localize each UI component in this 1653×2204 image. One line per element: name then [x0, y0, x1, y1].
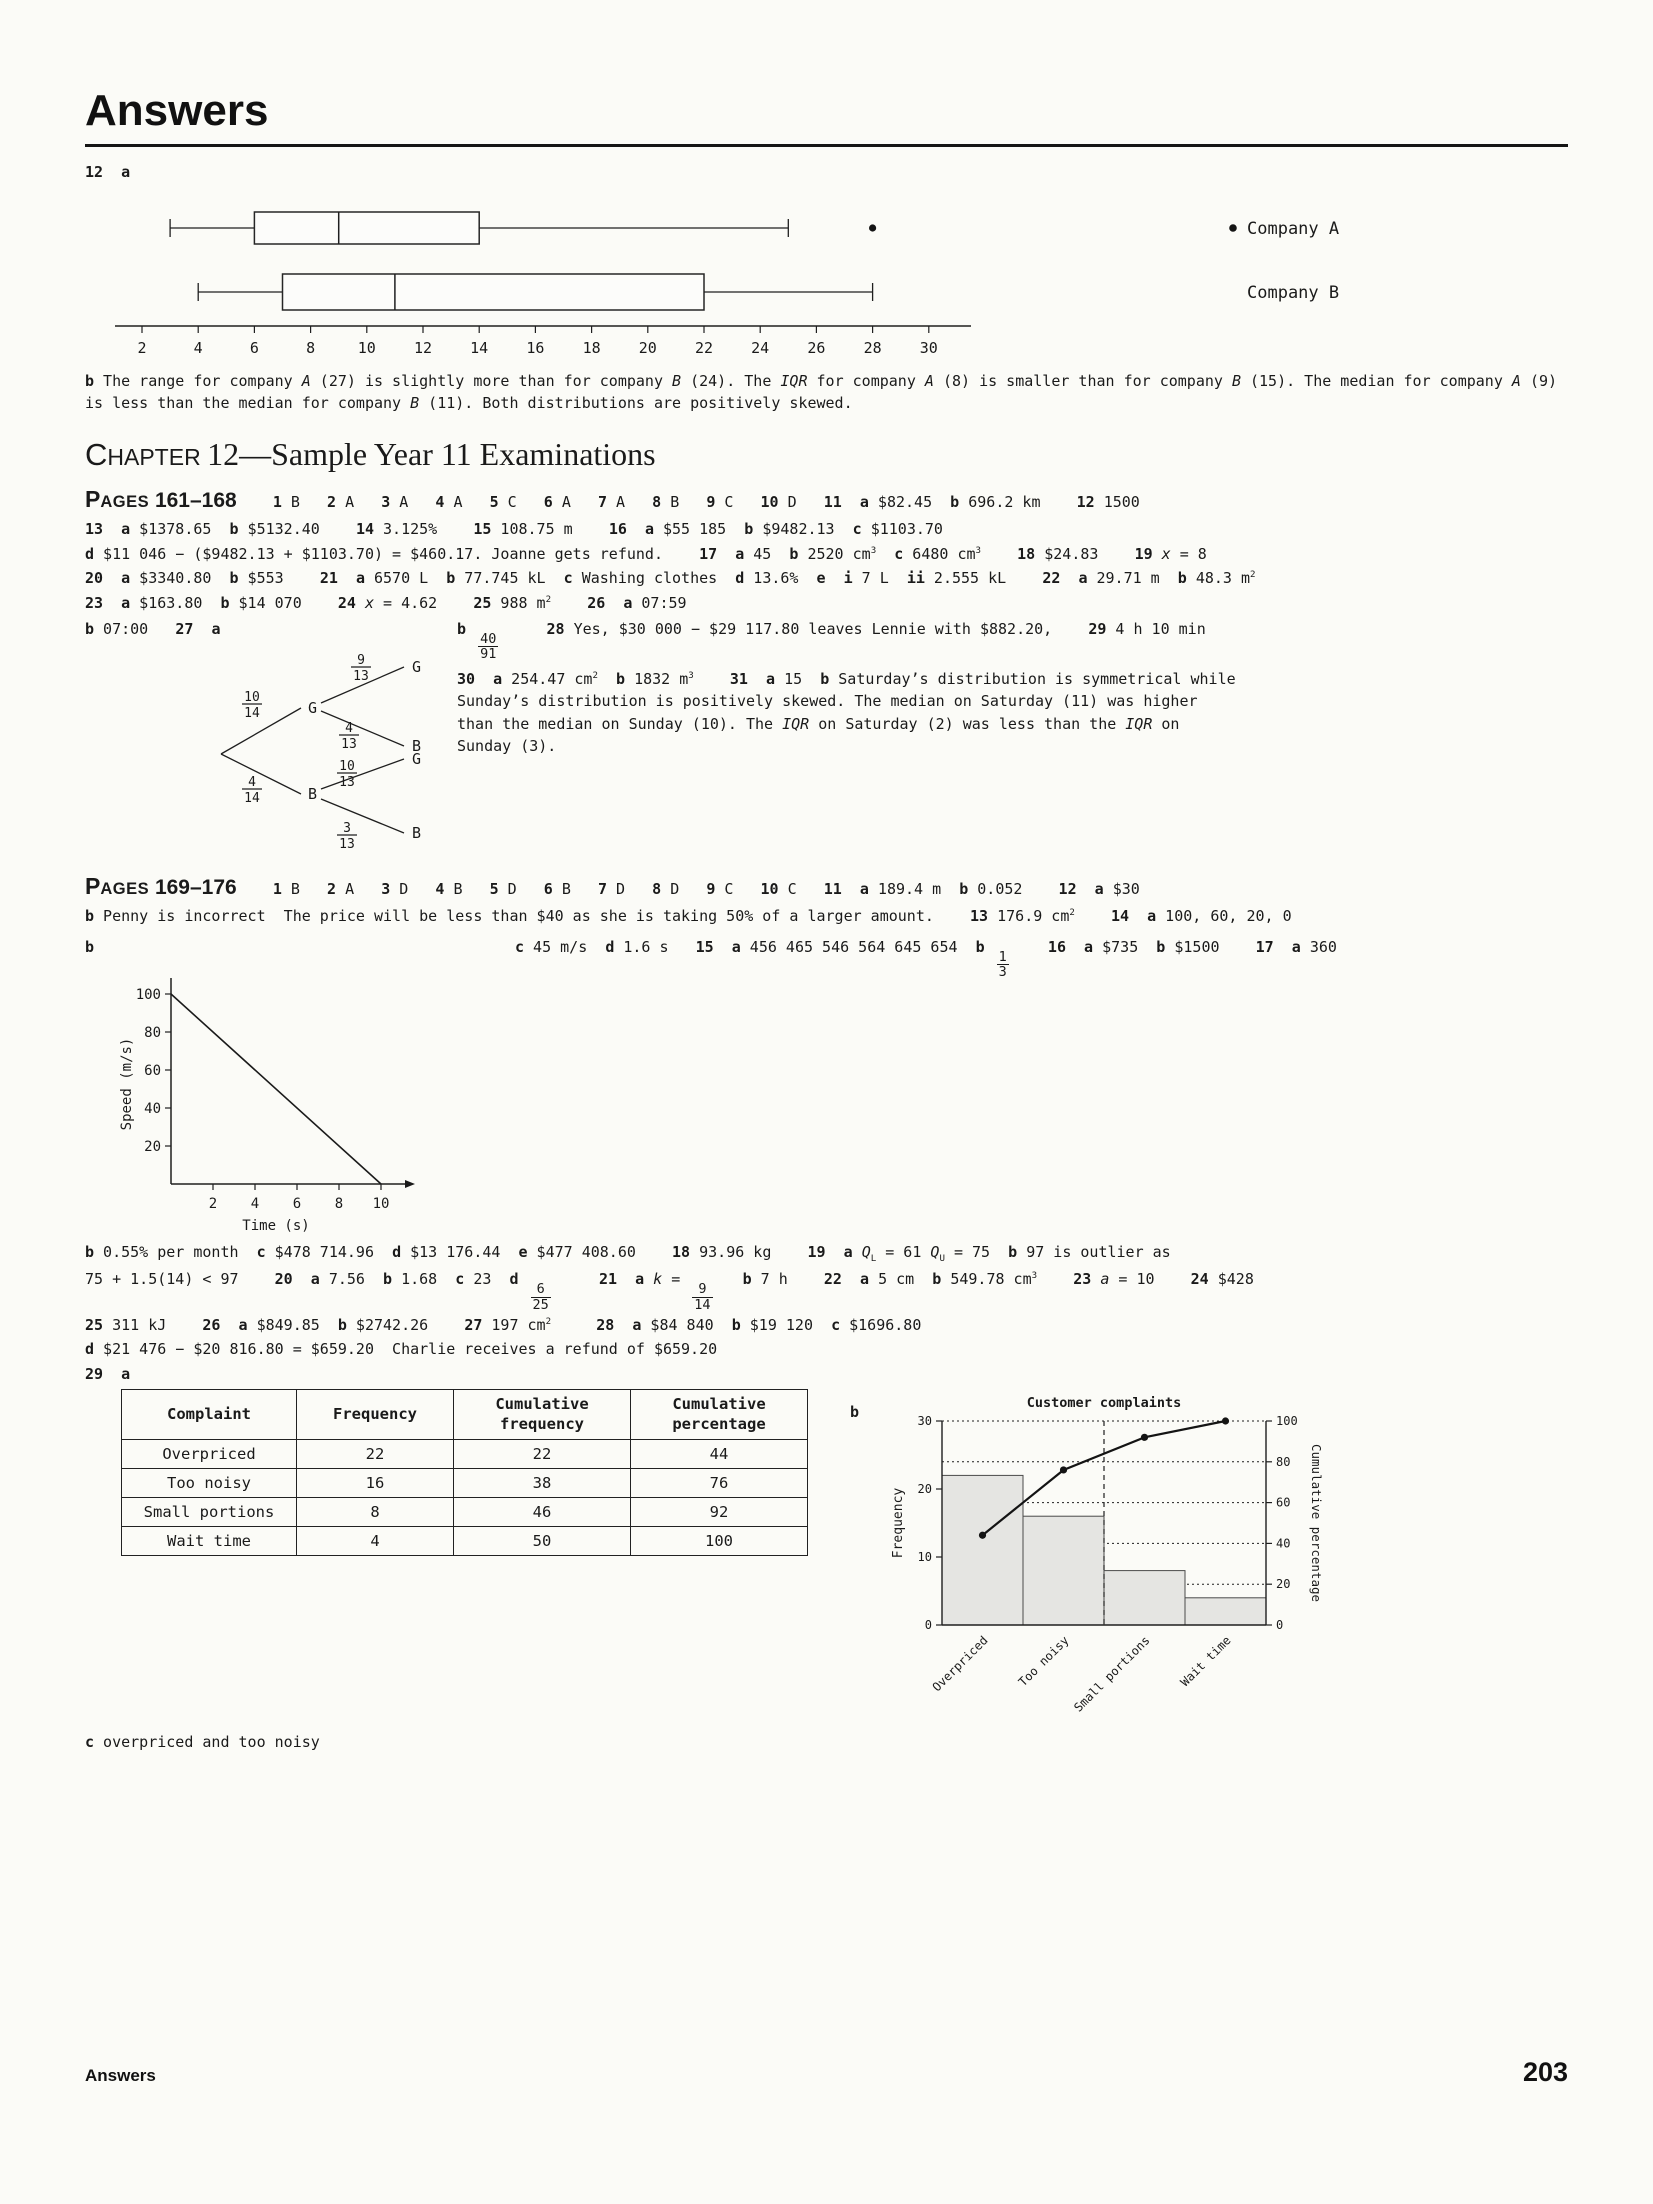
table-row	[122, 1440, 808, 1469]
table-cell: Overpriced	[122, 1440, 297, 1469]
page-footer	[85, 2057, 1568, 2088]
svg-text:3: 3	[343, 820, 351, 836]
table-cell: 38	[454, 1469, 631, 1498]
svg-text:24: 24	[751, 338, 770, 357]
answers-line: 30 a 254.47 $cm^2$ b 1832 $m^3$ 31 a 15 b Saturday’s distribution is symmetrical while Sunday’s distribution is positively skewed. The median on Saturday (11) was higher than the median on Sunday (10). The IQR on Saturday (2) was less than the IQR on Sunday (3).	[457, 669, 1245, 756]
svg-text:10: 10	[339, 758, 355, 774]
svg-text:100: 100	[135, 986, 161, 1003]
svg-text:14: 14	[244, 790, 260, 806]
page-title: Answers	[85, 86, 269, 135]
table-cell: 4	[297, 1527, 454, 1556]
answers-line: PAGES 161–168 1 B 2 A 3 A 4 A 5 C 6 A 7 A 8 B 9 C 10 D 11 a $82.45 b 696.2 km 12 1500	[85, 485, 1140, 512]
fraction: $\frac{6}{25}$	[532, 1281, 549, 1313]
q27-tree-right	[457, 616, 1245, 763]
svg-text:22: 22	[694, 338, 714, 357]
svg-text:Small portions: Small portions	[1071, 1633, 1153, 1715]
svg-text:20: 20	[638, 338, 657, 357]
section-pages-169-176	[85, 869, 1568, 1754]
svg-text:10: 10	[372, 1195, 390, 1212]
q27-tree-left	[85, 616, 457, 859]
table-cell: 44	[631, 1440, 808, 1469]
table-cell: 92	[631, 1498, 808, 1527]
page-number: 203	[1522, 2057, 1568, 2087]
svg-text:Frequency: Frequency	[891, 1488, 906, 1559]
answers-line: PAGES 169–176 1 B 2 A 3 D 4 B 5 D 6 B 7 D 8 D 9 C 10 C 11 a 189.4 m b 0.052 12 a $30	[85, 872, 1140, 899]
speed-time-graph-figure	[111, 934, 481, 1239]
probability-tree-figure	[85, 647, 457, 859]
svg-text:Customer complaints: Customer complaints	[1026, 1395, 1182, 1412]
svg-text:40: 40	[144, 1100, 161, 1117]
complaints-table	[121, 1389, 808, 1556]
q27-tree-row	[85, 616, 1568, 859]
column-header: Frequency	[297, 1390, 454, 1440]
svg-text:13: 13	[341, 736, 357, 752]
table-row	[122, 1527, 808, 1556]
svg-text:B: B	[412, 823, 422, 842]
svg-text:6: 6	[292, 1195, 302, 1212]
fraction: $\frac{40}{91}$	[480, 631, 497, 663]
svg-text:13: 13	[339, 774, 355, 790]
svg-text:30: 30	[917, 1414, 932, 1429]
svg-text:2: 2	[208, 1195, 218, 1212]
column-header: Cumulative percentage	[631, 1390, 808, 1440]
chapter-heading: CHAPTER 12—Sample Year 11 Examinations	[85, 435, 656, 472]
answers-line: 75 + 1.5(14) < 97 20 a 7.56 b 1.68 c 23 d $\frac{6}{25}$ 21 a k = $\frac{9}{14}$ b 7 h 22 a 5 cm b 549.78 $cm^3$ 23 a = 10 24 $428	[85, 1270, 1254, 1313]
svg-text:4: 4	[193, 338, 203, 357]
svg-text:Speed (m/s): Speed (m/s)	[119, 1037, 135, 1131]
table-cell: Wait time	[122, 1527, 297, 1556]
table-row	[122, 1469, 808, 1498]
answers-line: d $21 476 − $20 816.80 = $659.20 Charlie receives a refund of $659.20	[85, 1340, 718, 1359]
svg-text:4: 4	[345, 720, 353, 736]
svg-text:9: 9	[357, 652, 365, 668]
svg-text:30: 30	[919, 338, 938, 357]
answers-line: c 45 m/s d 1.6 s 15 a 456 465 546 564 645 654 b $\frac{1}{3}$ 16 a $735 b $1500 17 a 360	[515, 937, 1337, 980]
svg-text:28: 28	[863, 338, 882, 357]
svg-text:0: 0	[1276, 1618, 1284, 1633]
answers-line: b 07:00 27 a	[85, 620, 221, 639]
svg-text:40: 40	[1276, 1536, 1291, 1551]
pareto-chart	[880, 1383, 1370, 1723]
table-cell: 16	[297, 1469, 454, 1498]
part-b-label: b	[850, 1403, 860, 1422]
pareto-chart-figure	[880, 1383, 1370, 1723]
table-cell: 46	[454, 1498, 631, 1527]
table-cell: Small portions	[122, 1498, 297, 1527]
answers-line: b $\frac{40}{91}$ 28 Yes, $30 000 − $29 117.80 leaves Lennie with $882.20, 29 4 h 10 min	[457, 620, 1206, 663]
svg-text:60: 60	[1276, 1495, 1291, 1510]
svg-text:60: 60	[144, 1062, 161, 1079]
table-row	[122, 1498, 808, 1527]
svg-text:100: 100	[1276, 1414, 1298, 1429]
svg-text:16: 16	[526, 338, 545, 357]
answers-line: d $11 046 − ($9482.13 + $1103.70) = $460.17. Joanne gets refund. 17 a 45 b 2520 $cm^3$ c 6480 $cm^3$ 18 $24.83 19 x = 8	[85, 544, 1207, 563]
svg-text:4: 4	[248, 774, 256, 790]
part-b-label: b	[85, 937, 95, 956]
svg-text:10: 10	[244, 689, 260, 705]
svg-text:4: 4	[250, 1195, 260, 1212]
table-cell: 50	[454, 1527, 631, 1556]
svg-text:13: 13	[353, 668, 369, 684]
svg-text:8: 8	[334, 1195, 344, 1212]
svg-text:0: 0	[924, 1618, 932, 1633]
table-cell: 76	[631, 1469, 808, 1498]
svg-text:B: B	[412, 736, 422, 755]
svg-text:20: 20	[1276, 1577, 1291, 1592]
svg-text:80: 80	[1276, 1455, 1291, 1470]
svg-text:Too noisy: Too noisy	[1015, 1633, 1072, 1690]
answers-line: 13 a $1378.65 b $5132.40 14 3.125% 15 108.75 m 16 a $55 185 b $9482.13 c $1103.70	[85, 520, 943, 539]
svg-text:B: B	[308, 784, 318, 803]
svg-text:6: 6	[249, 338, 259, 357]
svg-text:13: 13	[339, 836, 355, 852]
svg-text:20: 20	[144, 1138, 161, 1155]
svg-text:80: 80	[144, 1024, 161, 1041]
table-cell: 100	[631, 1527, 808, 1556]
q12a-label: 12 a	[85, 163, 131, 181]
svg-text:12: 12	[413, 338, 433, 357]
svg-text:Wait time: Wait time	[1177, 1633, 1234, 1690]
boxplot-figure	[85, 186, 1568, 366]
q29c-answer: c overpriced and too noisy	[85, 1733, 320, 1752]
svg-text:G: G	[412, 749, 422, 768]
table-cell: 22	[454, 1440, 631, 1469]
answers-line: b Penny is incorrect The price will be less than $40 as she is taking 50% of a larger amount. 13 176.9 $cm^2$ 14 a 100, 60, 20, 0	[85, 907, 1292, 926]
svg-text:G: G	[308, 698, 318, 717]
column-header: Complaint	[122, 1390, 297, 1440]
svg-text:14: 14	[244, 705, 260, 721]
column-header: Cumulative frequency	[454, 1390, 631, 1440]
speed-time-graph	[111, 934, 481, 1239]
svg-text:Cumulative percentage: Cumulative percentage	[1309, 1444, 1324, 1603]
svg-text:10: 10	[917, 1550, 932, 1565]
svg-text:Company A: Company A	[1247, 218, 1340, 239]
svg-text:Company B: Company B	[1247, 282, 1340, 303]
fraction: $\frac{1}{3}$	[998, 948, 1007, 980]
boxplot-chart	[85, 186, 1465, 366]
q29a-label: 29 a	[85, 1364, 131, 1383]
svg-text:14: 14	[470, 338, 489, 357]
answers-line: b 0.55% per month c $478 714.96 d $13 176.44 e $477 408.60 18 93.96 kg 19 a $Q_L = 61$ $Q_U = 75$ b 97 is outlier as	[85, 1242, 1171, 1264]
svg-text:Overpriced: Overpriced	[929, 1633, 991, 1695]
answers-line: 20 a $3340.80 b $553 21 a 6570 L b 77.745 kL c Washing clothes d 13.6% e i 7 L ii 2.555 kL 22 a 29.71 m b 48.3 $m^2$	[85, 569, 1256, 588]
probability-tree-chart	[213, 647, 448, 859]
svg-text:26: 26	[807, 338, 826, 357]
table-cell: Too noisy	[122, 1469, 297, 1498]
svg-text:18: 18	[582, 338, 601, 357]
q12b-note: b The range for company A (27) is slightly more than for company B (24). The IQR for company A (8) is smaller than for company B (15). The median for company A (9) is less than the median for company B (11). Both distributions are positively skewed.	[85, 371, 1567, 412]
section-pages-161-168	[85, 482, 1568, 859]
answers-line: 23 a $163.80 b $14 070 24 x = 4.62 25 988 $m^2$ 26 a 07:59	[85, 593, 687, 612]
svg-text:Time (s): Time (s)	[242, 1217, 310, 1234]
svg-text:G: G	[412, 657, 422, 676]
table-cell: 22	[297, 1440, 454, 1469]
svg-text:10: 10	[357, 338, 376, 357]
q14b-graph-row	[85, 934, 1568, 1239]
svg-text:2: 2	[137, 338, 147, 357]
footer-label: Answers	[85, 2066, 156, 2085]
title-divider	[85, 144, 1568, 147]
answers-line: 25 311 kJ 26 a $849.85 b $2742.26 27 197 $cm^2$ 28 a $84 840 b $19 120 c $1696.80	[85, 1315, 922, 1334]
svg-text:8: 8	[306, 338, 316, 357]
table-cell: 8	[297, 1498, 454, 1527]
q29-row	[85, 1389, 1568, 1723]
svg-text:20: 20	[917, 1482, 932, 1497]
fraction: $\frac{9}{14}$	[694, 1281, 711, 1313]
